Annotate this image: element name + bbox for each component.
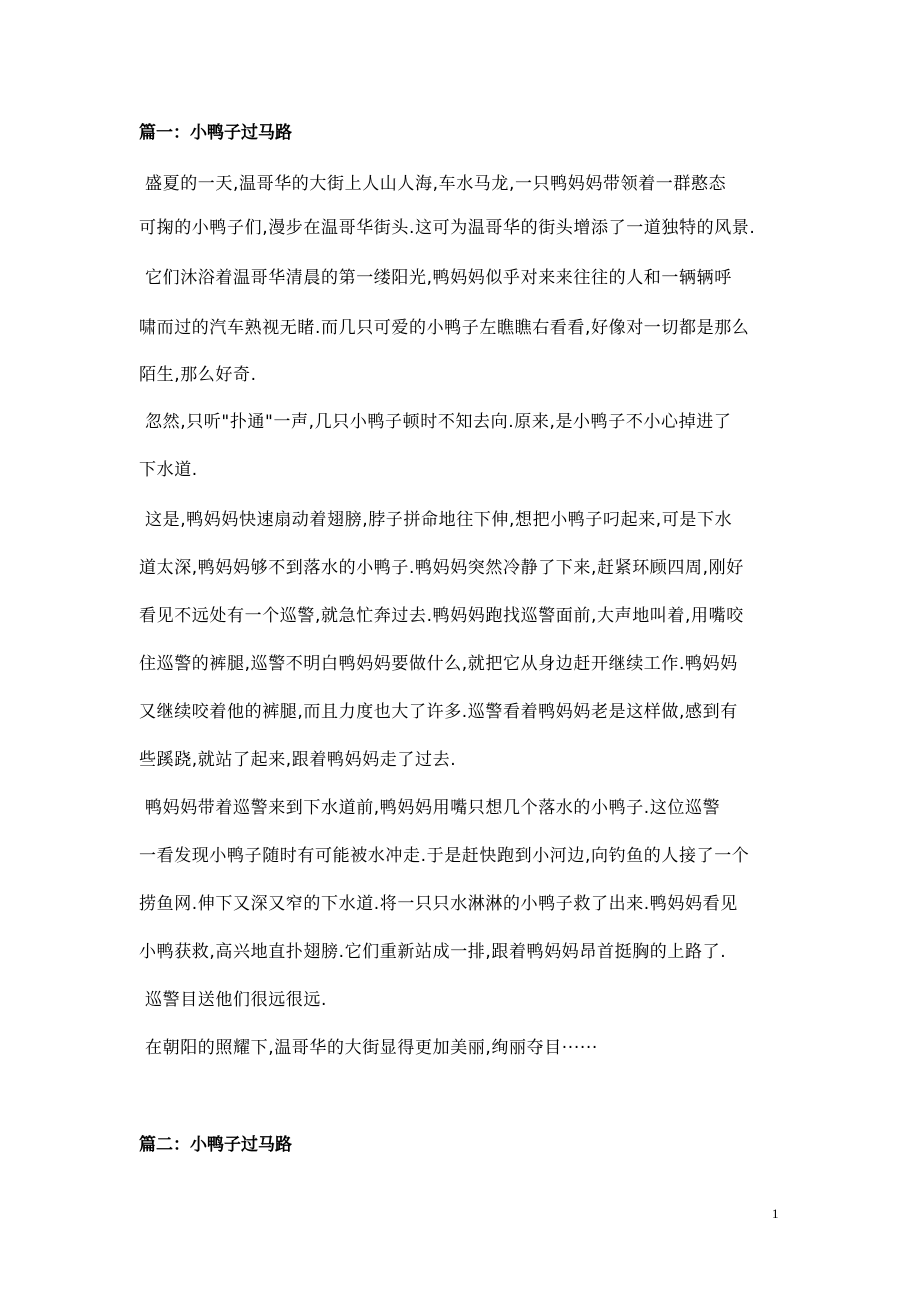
body-line: 一看发现小鸭子随时有可能被水冲走.于是赶快跑到小河边,向钓鱼的人接了一个 xyxy=(139,846,750,866)
body-line: 些蹊跷,就站了起来,跟着鸭妈妈走了过去. xyxy=(139,750,457,770)
body-line: 可掬的小鸭子们,漫步在温哥华街头.这可为温哥华的街头增添了一道独特的风景. xyxy=(139,218,756,238)
section-2-heading: 篇二：小鸭子过马路 xyxy=(139,1135,292,1155)
body-line: 鸭妈妈带着巡警来到下水道前,鸭妈妈用嘴只想几个落水的小鸭子.这位巡警 xyxy=(145,798,721,818)
body-line: 盛夏的一天,温哥华的大街上人山人海,车水马龙,一只鸭妈妈带领着一群憨态 xyxy=(145,174,727,194)
section-1-heading: 篇一：小鸭子过马路 xyxy=(139,123,292,143)
body-line: 巡警目送他们很远很远. xyxy=(145,990,328,1010)
body-line: 看见不远处有一个巡警,就急忙奔过去.鸭妈妈跑找巡警面前,大声地叫着,用嘴咬 xyxy=(139,606,744,626)
body-line: 这是,鸭妈妈快速扇动着翅膀,脖子拼命地往下伸,想把小鸭子叼起来,可是下水 xyxy=(145,510,733,530)
body-line: 小鸭获救,高兴地直扑翅膀.它们重新站成一排,跟着鸭妈妈昂首挺胸的上路了. xyxy=(139,942,727,962)
body-line: 道太深,鸭妈妈够不到落水的小鸭子.鸭妈妈突然冷静了下来,赶紧环顾四周,刚好 xyxy=(139,558,744,578)
body-line: 在朝阳的照耀下,温哥华的大街显得更加美丽,绚丽夺目······ xyxy=(145,1038,598,1058)
body-line: 它们沐浴着温哥华清晨的第一缕阳光,鸭妈妈似乎对来来往往的人和一辆辆呼 xyxy=(145,268,732,288)
body-line: 下水道. xyxy=(139,460,198,480)
body-line: 又继续咬着他的裤腿,而且力度也大了许多.巡警看着鸭妈妈老是这样做,感到有 xyxy=(139,702,738,722)
body-line: 捞鱼网.伸下又深又窄的下水道.将一只只水淋淋的小鸭子救了出来.鸭妈妈看见 xyxy=(139,894,738,914)
body-line: 啸而过的汽车熟视无睹.而几只可爱的小鸭子左瞧瞧右看看,好像对一切都是那么 xyxy=(139,318,750,338)
body-line: 住巡警的裤腿,巡警不明白鸭妈妈要做什么,就把它从身边赶开继续工作.鸭妈妈 xyxy=(139,654,738,674)
body-line: 忽然,只听"扑通"一声,几只小鸭子顿时不知去向.原来,是小鸭子不小心掉进了 xyxy=(145,412,732,432)
page-number: 1 xyxy=(772,1206,779,1221)
body-line: 陌生,那么好奇. xyxy=(139,365,257,385)
